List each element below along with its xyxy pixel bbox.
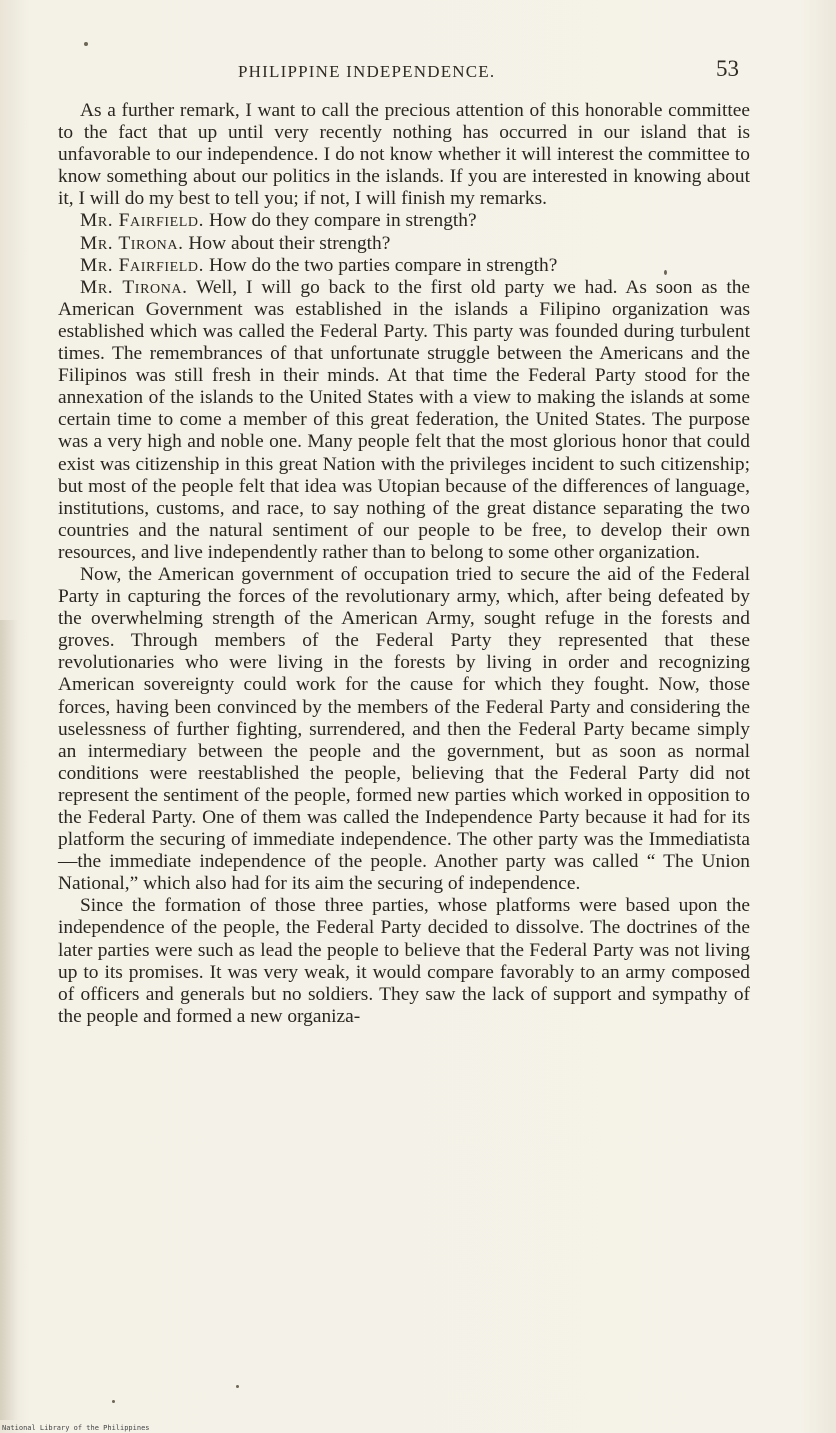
paragraph-text: How do the two parties compare in strength? (208, 254, 558, 276)
page-edge-shadow (0, 620, 18, 1420)
paragraph-text: How do they compare in strength? (208, 210, 477, 232)
paragraph (58, 255, 750, 277)
speaker-name: Mr. Tirona. (80, 276, 188, 298)
page-header (0, 58, 836, 88)
scan-speck (664, 270, 667, 275)
paragraph-text: Now, the American government of occupation tried to secure the aid of the Federal Party in capturing the forces of the revolutionary army, which, after being defeated by the overwhelming strength of the American Army, sought refuge in the forests and groves. Through members of the Federal Party they represented that these revolutionaries who were living in the forests by living in order and recognizing American sovereignty could work for the cause for which they fought. Now, those forces, having been convinced by the members of the Federal Party and considering the uselessness of further fighting, surrendered, and then the Federal Party became simply an intermediary between the people and the government, but as soon as normal conditions were reestablished the people, believing that the Federal Party did not represent the sentiment of the people, formed new parties which worked in opposition to the Federal Party. One of them was called the Independence Party because it had for its platform the securing of immediate independence. The other party was the Immediatista—the immediate independence of the people. Another party was called “ The Union National,” which also had for its aim the securing of independence. (58, 563, 750, 895)
paragraph (58, 564, 750, 895)
page-number: 53 (716, 56, 739, 81)
speaker-name: Mr. Tirona. (80, 232, 184, 254)
running-title: PHILIPPINE INDEPENDENCE. (238, 62, 496, 81)
scan-speck (236, 1385, 239, 1388)
paragraph (58, 277, 750, 564)
scan-speck (84, 42, 88, 46)
paragraph-text: Well, I will go back to the first old party we had. As soon as the American Government was established in the islands a Filipino organization was established which was called the Federal Party. This party was founded during turbulent times. The remembrances of that unfortunate struggle between the Americans and the Filipinos was still fresh in their minds. At that time the Federal Party stood for the annexation of the islands to the United States with a view to making the islands at some certain time to come a member of this great federation, the United States. The purpose was a very high and noble one. Many people felt that the most glorious honor that could exist was citizenship in this great Nation with the privileges incident to such citizenship; but most of the people felt that idea was Utopian because of the differences of language, institutions, customs, and race, to say nothing of the great distance separating the two countries and the natural sentiment of our people to be free, to develop their own resources, and live independently rather than to belong to some other organization. (58, 276, 751, 563)
paragraph (58, 100, 750, 210)
speaker-name: Mr. Fairfield. (80, 210, 205, 232)
paragraph (58, 233, 750, 255)
paragraph-text: Since the formation of those three parties, whose platforms were based upon the independence of the people, the Federal Party decided to dissolve. The doctrines of the later parties were such as lead the people to believe that the Federal Party was not living up to its promises. It was very weak, it would compare favorably to an army composed of officers and generals but no soldiers. They saw the lack of support and sympathy of the people and formed a new organiza- (58, 895, 750, 1027)
paragraph (58, 210, 750, 232)
paragraph-text: How about their strength? (188, 232, 391, 254)
paragraph-text: As a further remark, I want to call the precious attention of this honorable committee to the fact that up until very recently nothing has occurred in our island that is unfavorable to our independence. I do not know whether it will interest the committee to know something about our politics in the islands. If you are interested in knowing about it, I will do my best to tell you; if not, I will finish my remarks. (58, 100, 750, 210)
library-credit: National Library of the Philippines (2, 1424, 150, 1432)
body-text (58, 100, 750, 1028)
scan-speck (112, 1400, 115, 1403)
speaker-name: Mr. Fairfield. (80, 254, 205, 276)
paragraph (58, 895, 750, 1028)
